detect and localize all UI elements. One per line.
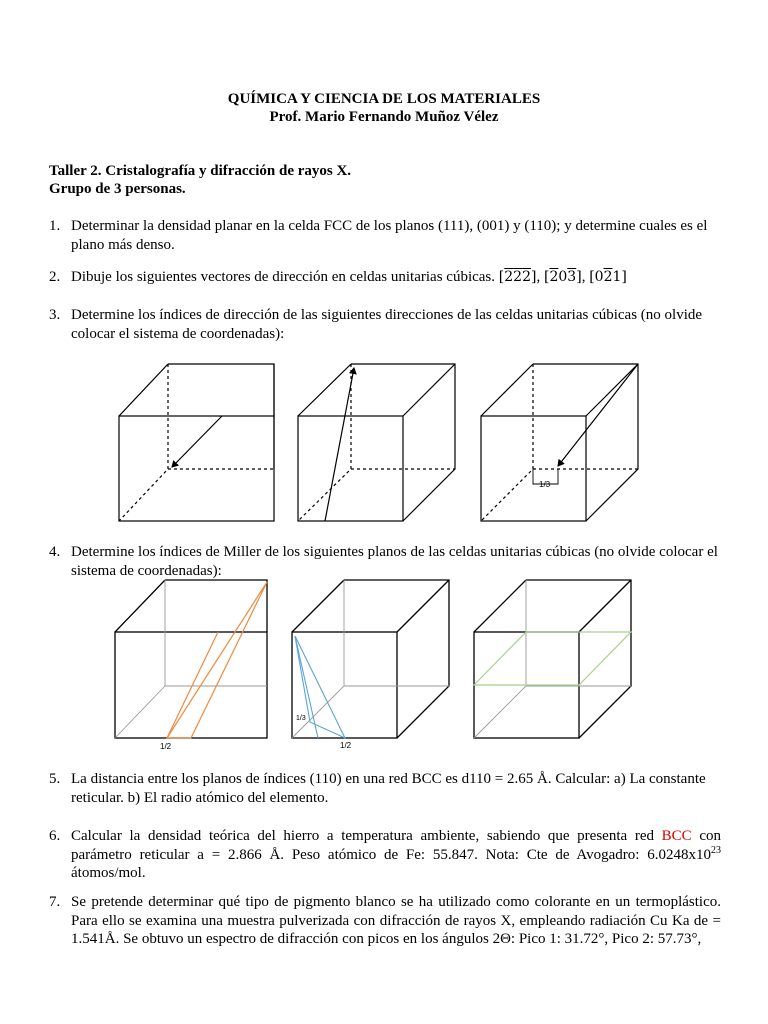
exponent: 23: [711, 844, 721, 856]
direction-cube-a: [119, 364, 274, 521]
direction-vector-2: [203]: [543, 269, 582, 285]
question-text: Se pretende determinar qué tipo de pigmento blanco se ha utilizado como colorante en un termoplástico. Para ello se examina una muestra pulverizada con difracción de rayos X, empleando radiación Cu Ka de = 1.541Å. Se obtuvo un espectro de difracción con picos en los ángulos 2Θ: Pico 1: 31.72°, Pico 2: 57.73°,: [71, 894, 721, 947]
question-number: 3.: [49, 307, 61, 323]
workshop-title: Taller 2. Cristalografía y difracción de rayos X.: [49, 163, 352, 179]
document-author: Prof. Mario Fernando Muñoz Vélez: [269, 109, 499, 125]
plane-cube-a: [115, 580, 267, 738]
plane-c-green: [474, 632, 631, 685]
plane-b-blue: [295, 636, 345, 738]
label-one-half: 1/2: [340, 741, 352, 750]
workshop-group: Grupo de 3 personas.: [49, 181, 186, 197]
question-text: La distancia entre los planos de índices (110) en una red BCC es d110 = 2.65 Å. Calcular: a) La constante reticular. b) El radio atómico del elemento.: [71, 771, 706, 806]
label-one-third: 1/3: [296, 715, 306, 722]
question-number: 4.: [49, 544, 61, 560]
question-text: Determine los índices de Miller de los siguientes planos de las celdas unitarias cúbicas (no olvide colocar el sistema de coordenadas):: [71, 544, 718, 579]
direction-cube-b: [298, 364, 455, 521]
document-title: QUÍMICA Y CIENCIA DE LOS MATERIALES: [227, 91, 541, 107]
plane-cube-b: [292, 580, 449, 738]
highlight-bcc: BCC: [661, 828, 692, 844]
label-one-half: 1/2: [160, 742, 172, 751]
question-number: 7.: [49, 894, 61, 910]
question-number: 5.: [49, 771, 61, 787]
question-number: 6.: [49, 828, 61, 844]
direction-vector-3: [021]: [589, 269, 627, 285]
question-text: Dibuje los siguientes vectores de dirección en celdas unitarias cúbicas.: [71, 269, 496, 285]
direction-vector-1: [222]: [498, 269, 537, 285]
question-2: 2. Dibuje los siguientes vectores de dirección en celdas unitarias cúbicas. [222], [203], [021]: [49, 269, 627, 285]
direction-cube-c: [481, 364, 638, 521]
question-text: Determinar la densidad planar en la celda FCC de los planos (111), (001) y (110); y determine cuales es el plano más denso.: [71, 218, 708, 253]
plane-a-orange: [167, 582, 267, 738]
question-number: 1.: [49, 218, 61, 234]
question-number: 2.: [49, 269, 61, 285]
plane-cube-c: [474, 580, 631, 738]
question-text: Calcular la densidad teórica del hierro a temperatura ambiente, sabiendo que presenta red BCC con parámetro reticular a = 2.866 Å. Peso atómico de Fe: 55.847. Nota: Cte de Avogadro: $6.0248x10^{23}$ átomos/mol.: [71, 828, 721, 881]
question-text: Determine los índices de dirección de las siguientes direcciones de las celdas unitarias cúbicas (no olvide colocar el sistema de coordenadas):: [71, 307, 703, 342]
label-one-third: 1/3: [539, 480, 551, 489]
